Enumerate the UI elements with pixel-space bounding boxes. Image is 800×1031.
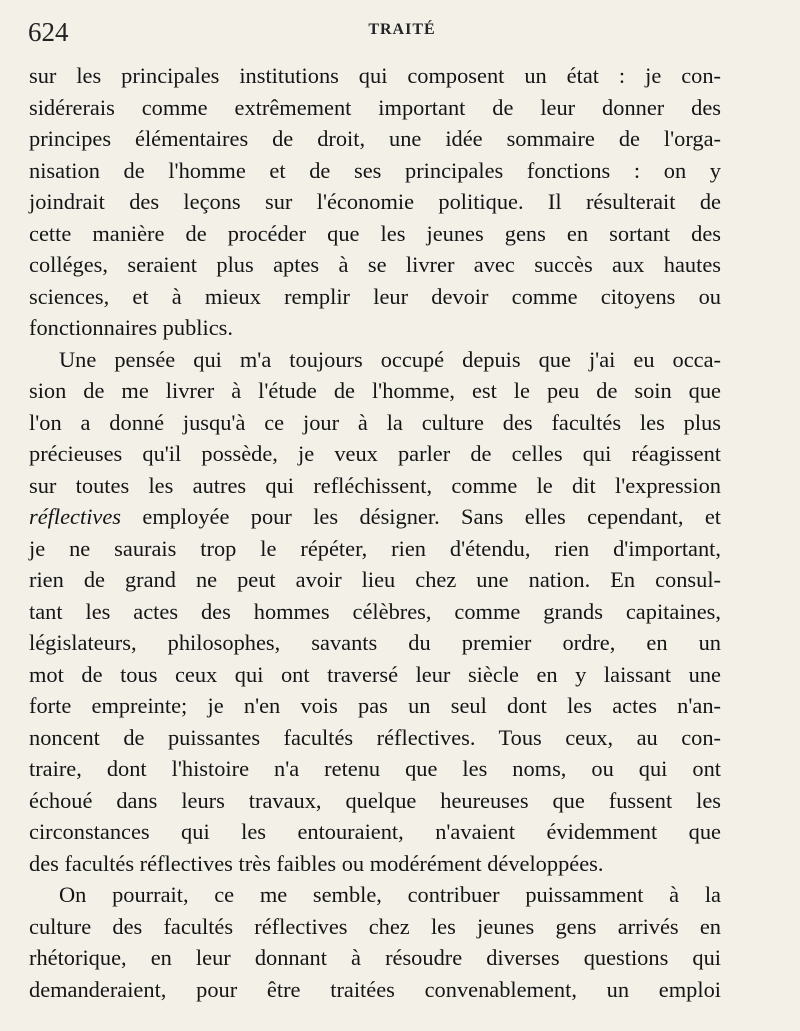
paragraph-2	[29, 344, 721, 880]
text-line: précieuses qu'il possède, je veux parler de celles qui réagissent	[29, 441, 721, 466]
text-line: joindrait des leçons sur l'économie politique. Il résulterait de	[29, 189, 721, 214]
text-line: demanderaient, pour être traitées convenablement, un emploi	[29, 976, 721, 1002]
text-line: rien de grand ne peut avoir lieu chez une nation. En consul-	[29, 567, 721, 592]
text-line: rhétorique, en leur donnant à résoudre diverses questions qui	[29, 945, 721, 970]
text-line: On pourrait, ce me semble, contribuer puissamment à la	[59, 882, 721, 907]
text-line: sur toutes les autres qui refléchissent, comme le dit l'expression	[29, 472, 721, 498]
text-line: forte empreinte; je n'en vois pas un seul dont les actes n'an-	[29, 693, 721, 718]
page-header	[28, 14, 776, 50]
text-line: Une pensée qui m'a toujours occupé depuis que j'ai eu occa-	[59, 346, 721, 372]
text-line: noncent de puissantes facultés réflectives. Tous ceux, au con-	[29, 724, 721, 750]
text-fragment: employée pour les désigner. Sans elles cependant, et	[121, 504, 721, 529]
text-line: cette manière de procéder que les jeunes gens en sortant des	[29, 220, 721, 246]
text-line-italic	[29, 501, 721, 533]
paragraph-1	[29, 60, 721, 344]
running-head: TRAITÉ	[368, 21, 436, 38]
body-text	[29, 60, 721, 1005]
text-line: fonctionnaires publics.	[29, 315, 233, 340]
text-line: traire, dont l'histoire n'a retenu que les noms, ou qui ont	[29, 756, 721, 781]
text-line: tant les actes des hommes célèbres, comme grands capitaines,	[29, 598, 721, 624]
italic-term: réflectives	[29, 504, 122, 529]
text-line: culture des facultés réflectives chez les jeunes gens arrivés en	[29, 913, 721, 939]
text-line: sciences, et à mieux remplir leur devoir comme citoyens ou	[29, 283, 721, 309]
text-line: je ne saurais trop le répéter, rien d'étendu, rien d'important,	[29, 535, 721, 561]
text-line: échoué dans leurs travaux, quelque heureuses que fussent les	[29, 787, 721, 813]
text-line: circonstances qui les entouraient, n'avaient évidemment que	[29, 819, 721, 844]
text-line: mot de tous ceux qui ont traversé leur siècle en y laissant une	[29, 661, 721, 687]
text-line: sur les principales institutions qui composent un état : je con-	[29, 63, 721, 88]
text-line: sion de me livrer à l'étude de l'homme, est le peu de soin que	[29, 378, 721, 403]
text-line: sidérerais comme extrêmement important de leur donner des	[29, 94, 721, 120]
text-line: colléges, seraient plus aptes à se livrer avec succès aux hautes	[29, 252, 721, 277]
text-line: l'on a donné jusqu'à ce jour à la culture des facultés les plus	[29, 409, 721, 435]
text-line: législateurs, philosophes, savants du premier ordre, en un	[29, 630, 721, 655]
text-line: nisation de l'homme et de ses principales fonctions : on y	[29, 157, 721, 183]
paragraph-3	[29, 879, 721, 1005]
text-line: principes élémentaires de droit, une idée sommaire de l'orga-	[29, 126, 721, 151]
page-number: 624	[28, 17, 69, 47]
text-line: des facultés réflectives très faibles ou modérément développées.	[29, 850, 604, 876]
